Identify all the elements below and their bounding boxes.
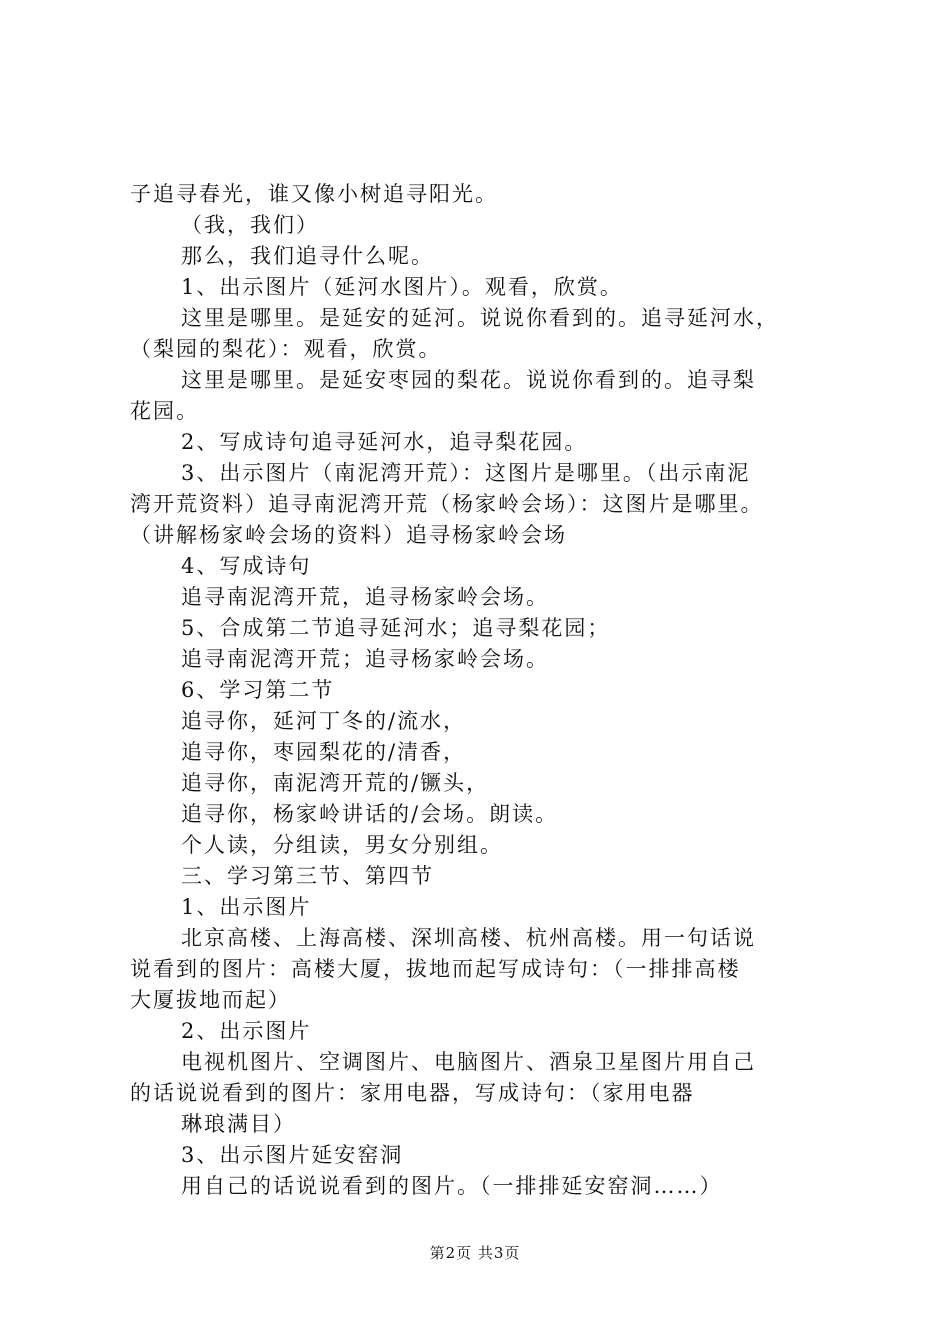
paragraph-line: （我，我们） — [181, 213, 319, 237]
paragraph-line: 这里是哪里。是延安的延河。说说你看到的。追寻延河水， — [181, 306, 779, 330]
paragraph-line: （讲解杨家岭会场的资料）追寻杨家岭会场 — [130, 523, 567, 547]
paragraph-line: 追寻你，南泥湾开荒的/镢头， — [181, 771, 490, 795]
paragraph-line: 追寻南泥湾开荒；追寻杨家岭会场。 — [181, 647, 549, 671]
paragraph-line: 大厦拔地而起） — [130, 988, 291, 1012]
paragraph-line: 追寻你，延河丁冬的/流水， — [181, 709, 467, 733]
paragraph-line: 说看到的图片：高楼大厦，拔地而起写成诗句：（一排排高楼 — [130, 957, 741, 981]
paragraph-line: 2、出示图片 — [181, 1019, 312, 1043]
paragraph-line: 3、出示图片延安窑洞 — [181, 1143, 404, 1167]
paragraph-line: 子追寻春光，谁又像小树追寻阳光。 — [130, 182, 498, 206]
paragraph-line: 三、学习第三节、第四节 — [181, 864, 434, 888]
document-body — [130, 179, 860, 1202]
paragraph-line: 追寻南泥湾开荒，追寻杨家岭会场。 — [181, 585, 549, 609]
paragraph-line: 电视机图片、空调图片、电脑图片、酒泉卫星图片用自己 — [181, 1050, 756, 1074]
paragraph-line: 湾开荒资料）追寻南泥湾开荒（杨家岭会场）：这图片是哪里。 — [130, 492, 764, 516]
paragraph-line: 追寻你，杨家岭讲话的/会场。朗读。 — [181, 802, 559, 826]
paragraph-line: 花园。 — [130, 399, 199, 423]
paragraph-line: 琳琅满目） — [181, 1112, 296, 1136]
paragraph-line: 3、出示图片（南泥湾开荒）：这图片是哪里。（出示南泥 — [181, 461, 751, 485]
paragraph-line: 1、出示图片 — [181, 895, 312, 919]
paragraph-line: 用自己的话说说看到的图片。（一排排延安窑洞……） — [181, 1174, 723, 1198]
paragraph-line: 追寻你，枣园梨花的/清香， — [181, 740, 467, 764]
page-footer: 第2页 共3页 — [429, 1244, 521, 1262]
paragraph-line: 那么，我们追寻什么呢。 — [181, 244, 434, 268]
paragraph-line: 的话说说看到的图片：家用电器，写成诗句：（家用电器 — [130, 1081, 695, 1105]
paragraph-line: 2、写成诗句追寻延河水，追寻梨花园。 — [181, 430, 588, 454]
paragraph-line: 6、学习第二节 — [181, 678, 335, 702]
paragraph-line: 北京高楼、上海高楼、深圳高楼、杭州高楼。用一句话说 — [181, 926, 756, 950]
paragraph-line: （梨园的梨花）：观看，欣赏。 — [130, 337, 442, 361]
paragraph-line: 个人读，分组读，男女分别组。 — [181, 833, 503, 857]
paragraph-line: 4、写成诗句 — [181, 554, 312, 578]
paragraph-line: 5、合成第二节追寻延河水；追寻梨花园； — [181, 616, 611, 640]
paragraph-line: 1、出示图片（延河水图片）。观看，欣赏。 — [181, 275, 623, 299]
paragraph-line: 这里是哪里。是延安枣园的梨花。说说你看到的。追寻梨 — [181, 368, 756, 392]
